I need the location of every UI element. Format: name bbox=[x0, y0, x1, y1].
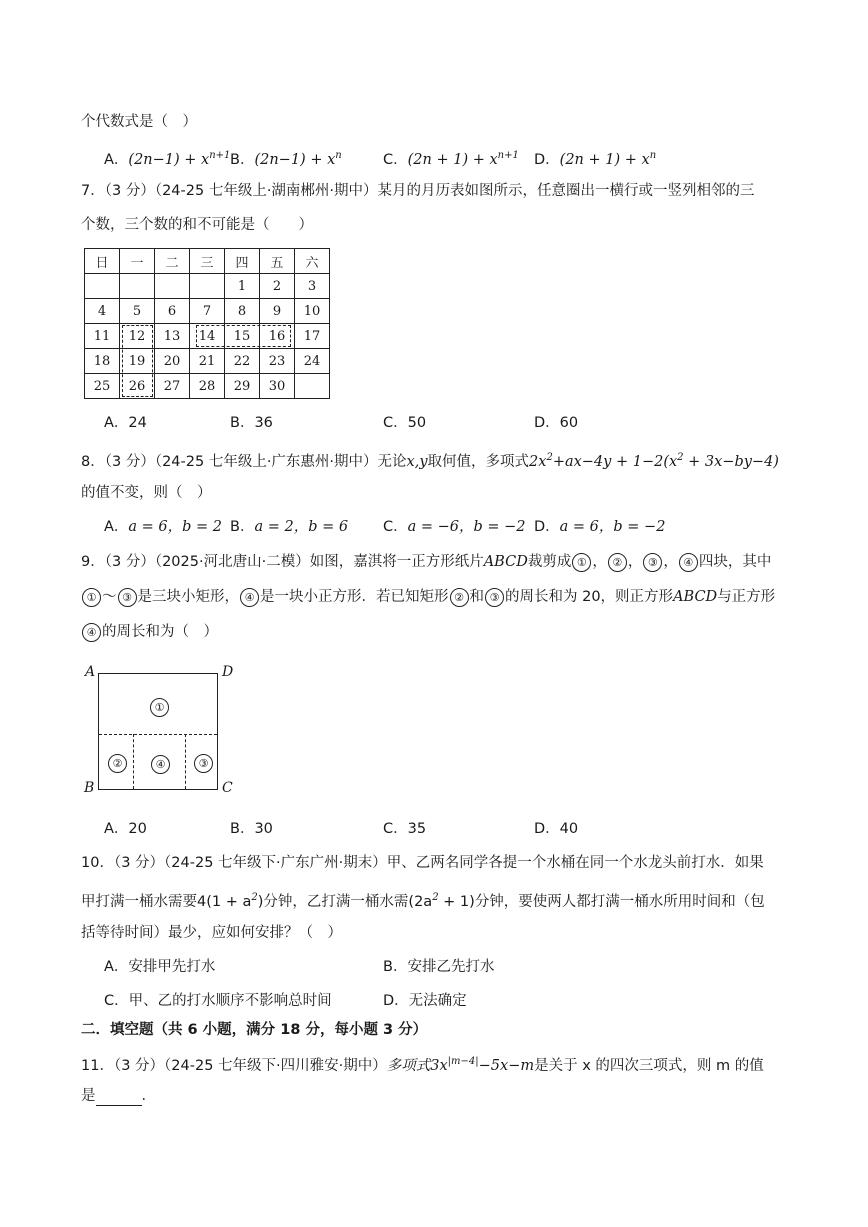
q8-line-2: 的值不变，则（ ） bbox=[81, 485, 212, 501]
q6-stem-tail: 个代数式是（ ） bbox=[81, 114, 197, 130]
q7-line-2: 个数，三个数的和不可能是（ ） bbox=[81, 217, 313, 233]
q10-option-c[interactable]: C．甲、乙的打水顺序不影响总时间 bbox=[104, 993, 332, 1009]
q7-score: （3 分） bbox=[104, 183, 155, 199]
dashed-divider bbox=[133, 734, 134, 789]
q10-option-a[interactable]: A．安排甲先打水 bbox=[104, 959, 216, 975]
q7-source: （24-25 七年级上·湖南郴州·期中） bbox=[154, 183, 378, 199]
q10-line-3: 括等待时间）最少，应如何安排？（ ） bbox=[81, 925, 342, 941]
q10-line-2: 甲打满一桶水需要$4(1 + a^2)$分钟，乙打满一桶水需$(2a^2 + 1)$分钟，要使两人都打满一桶水所用时间和（包 bbox=[81, 892, 765, 910]
region-1-label: ① bbox=[150, 698, 169, 717]
q7-option-c[interactable]: C．50 bbox=[383, 415, 427, 431]
q8-option-b[interactable]: B．a = 2，b = 6 bbox=[230, 519, 349, 535]
q7-line-1: 7．（3 分）（24-25 七年级上·湖南郴州·期中）某月的月历表如图所示，任意圈出一横行或一竖列相邻的三 bbox=[81, 183, 755, 199]
q9-line-2: ① ～ ③ 是三块小矩形， ④ 是一块小正方形．若已知矩形 ② 和 ③ 的周长和为 20，则正方形ABCD与正方形 bbox=[81, 587, 775, 607]
calendar-header-row: 日 一 二 三 四 五 六 bbox=[85, 249, 330, 274]
q8-option-a[interactable]: A．a = 6，b = 2 bbox=[104, 519, 223, 535]
dashed-vertical-selection bbox=[122, 325, 153, 397]
q8-option-d[interactable]: D．a = 6，b = −2 bbox=[534, 519, 666, 535]
figure-label-c: C bbox=[222, 780, 233, 796]
q7-number: 7． bbox=[81, 183, 105, 199]
q7-option-d[interactable]: D．60 bbox=[534, 415, 579, 431]
q7-option-a[interactable]: A．24 bbox=[104, 415, 147, 431]
q9-option-a[interactable]: A．20 bbox=[104, 821, 147, 837]
region-3-label: ③ bbox=[194, 754, 213, 773]
calendar-row: 11 12 13 14 15 16 17 bbox=[85, 324, 330, 349]
q8-line-1: 8．（3 分）（24-25 七年级上·广东惠州·期中）无论x,y取何值，多项式$2x^2+ax-4y + 1-2(x^2 + 3x-by-4)$ bbox=[81, 452, 779, 470]
calendar-row: 4 5 6 7 8 9 10 bbox=[85, 299, 330, 324]
calendar-table bbox=[84, 248, 330, 399]
q8-option-c[interactable]: C．a = −6，b = −2 bbox=[383, 519, 526, 535]
figure-label-a: A bbox=[85, 664, 96, 680]
figure-label-d: D bbox=[222, 664, 234, 680]
q11-line-1: 11．（3 分）（24-25 七年级下·四川雅安·期中）多项式$3x^{|m-4|}-5x-m$是关于 x 的四次三项式，则 m 的值 bbox=[81, 1056, 764, 1074]
dashed-horizontal-selection bbox=[196, 325, 291, 347]
dashed-divider bbox=[185, 734, 186, 789]
calendar-row: 18 19 20 21 22 23 24 bbox=[85, 349, 330, 374]
region-2-label: ② bbox=[108, 754, 127, 773]
region-4-label: ④ bbox=[151, 755, 170, 774]
q11-line-2: 是 ． bbox=[81, 1088, 156, 1104]
q6-option-a[interactable]: A．$(2n-1) + x^{n+1}$ bbox=[104, 150, 231, 168]
calendar-row: 1 2 3 bbox=[85, 274, 330, 299]
q6-option-b[interactable]: B．$(2n-1) + x^n$ bbox=[230, 150, 342, 168]
q10-option-d[interactable]: D．无法确定 bbox=[383, 993, 467, 1009]
q9-line-3: ④ 的周长和为（ ） bbox=[81, 622, 218, 642]
q9-line-1: 9．（3 分）（2025·河北唐山·二模）如图，嘉淇将一正方形纸片ABCD裁剪成 ① ， ② ， ③ ， ④ 四块，其中 bbox=[81, 554, 772, 570]
q9-option-c[interactable]: C．35 bbox=[383, 821, 427, 837]
q9-option-d[interactable]: D．40 bbox=[534, 821, 579, 837]
section-2-title: 二．填空题（共 6 小题，满分 18 分，每小题 3 分） bbox=[81, 1022, 428, 1038]
q7-option-b[interactable]: B．36 bbox=[230, 415, 273, 431]
q6-option-d[interactable]: D．$(2n + 1) + x^n$ bbox=[534, 150, 657, 168]
q9-option-b[interactable]: B．30 bbox=[230, 821, 273, 837]
answer-blank[interactable] bbox=[96, 1091, 142, 1106]
q10-option-b[interactable]: B．安排乙先打水 bbox=[383, 959, 495, 975]
q6-option-c[interactable]: C．$(2n + 1) + x^{n+1}$ bbox=[383, 150, 519, 168]
calendar-row: 25 26 27 28 29 30 bbox=[85, 374, 330, 399]
square-figure bbox=[98, 673, 218, 790]
figure-label-b: B bbox=[84, 780, 95, 796]
q10-line-1: 10．（3 分）（24-25 七年级下·广东广州·期末）甲、乙两名同学各提一个水桶在同一个水龙头前打水．如果 bbox=[81, 855, 764, 871]
dashed-divider bbox=[99, 734, 217, 735]
